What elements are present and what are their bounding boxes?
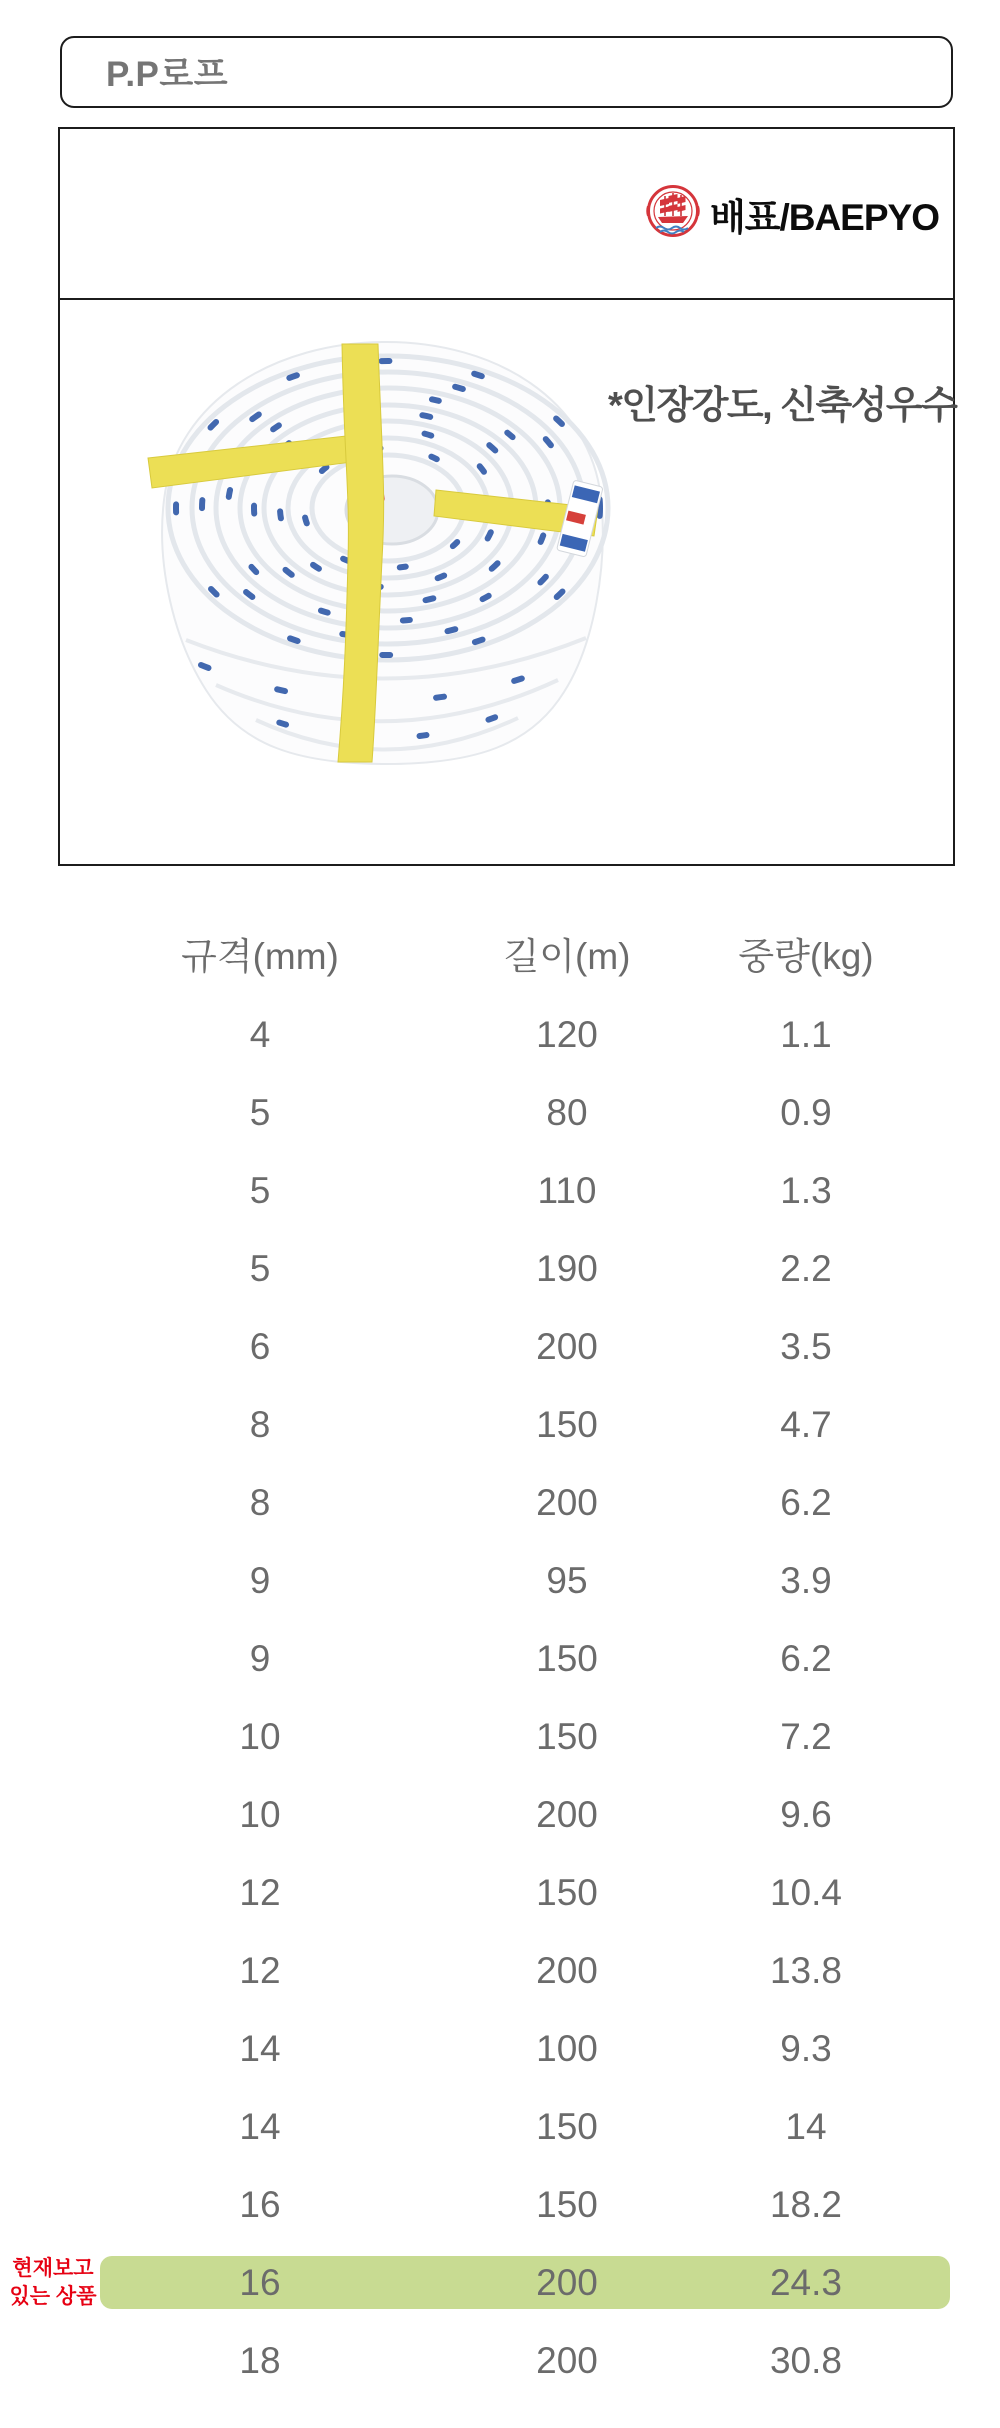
spec-cell: 190 (536, 1248, 598, 1289)
spec-cell: 0.9 (780, 1092, 832, 1133)
current-product-label-line2: 있는 상품 (9, 2285, 97, 2308)
spec-cell: 9.3 (780, 2028, 832, 2069)
spec-cell: 9 (249, 1638, 271, 1679)
spec-cell: 8 (249, 1482, 271, 1523)
spec-cell: 4 (249, 1014, 271, 1055)
brand-name: 배표/BAEPYO (709, 196, 939, 238)
current-product-label (2, 2255, 104, 2311)
spec-table-header (0, 918, 1000, 996)
spec-cell: 10 (239, 1794, 281, 1835)
column-header-weight: 중량(kg) (738, 936, 874, 977)
spec-cell: 5 (249, 1248, 271, 1289)
product-image-section (60, 300, 957, 864)
spec-row (0, 996, 1000, 1074)
spec-table (0, 918, 1000, 2408)
spec-cell: 5 (249, 1170, 271, 1211)
spec-cell: 200 (536, 1950, 598, 1991)
spec-cell: 95 (546, 1560, 588, 1601)
spec-cell: 10.4 (769, 1872, 842, 1913)
spec-row (0, 1932, 1000, 2010)
ship-logo-icon (646, 183, 700, 244)
spec-cell: 3.5 (780, 1326, 832, 1367)
product-title-box (60, 36, 953, 108)
spec-cell: 2.2 (780, 1248, 832, 1289)
spec-cell: 14 (785, 2106, 827, 2147)
spec-cell: 18.2 (769, 2184, 842, 2225)
current-product-label-line1: 현재보고 (12, 2257, 94, 2280)
column-header-length: 길이(m) (503, 936, 631, 977)
spec-row (0, 1074, 1000, 1152)
page-title: P.P로프 (106, 55, 229, 94)
spec-cell: 24.3 (769, 2262, 842, 2303)
spec-cell: 200 (536, 2262, 598, 2303)
spec-row (0, 2322, 1000, 2400)
spec-cell: 6 (249, 1326, 271, 1367)
spec-cell: 80 (546, 1092, 588, 1133)
rope-coil-image (146, 340, 616, 765)
spec-cell: 150 (536, 1872, 598, 1913)
spec-cell: 200 (536, 1482, 598, 1523)
brand-header (60, 129, 953, 300)
spec-cell: 120 (536, 1014, 598, 1055)
spec-cell: 14 (239, 2106, 281, 2147)
spec-row (0, 1230, 1000, 1308)
spec-cell: 10 (239, 1716, 281, 1757)
spec-row (0, 1308, 1000, 1386)
spec-cell: 16 (239, 2184, 281, 2225)
spec-cell: 14 (239, 2028, 281, 2069)
spec-cell: 150 (536, 2184, 598, 2225)
spec-cell: 6.2 (780, 1638, 832, 1679)
spec-cell: 1.3 (780, 1170, 832, 1211)
spec-row (0, 1698, 1000, 1776)
spec-cell: 8 (249, 1404, 271, 1445)
spec-cell: 13.8 (769, 1950, 842, 1991)
spec-row (0, 2088, 1000, 2166)
spec-cell: 100 (536, 2028, 598, 2069)
spec-cell: 30.8 (769, 2340, 842, 2381)
spec-row (0, 1776, 1000, 1854)
spec-cell: 12 (239, 1950, 281, 1991)
spec-cell: 110 (537, 1170, 597, 1211)
spec-cell: 18 (239, 2340, 281, 2381)
spec-cell: 200 (536, 1794, 598, 1835)
spec-cell: 16 (239, 2262, 281, 2303)
spec-cell: 7.2 (780, 1716, 832, 1757)
spec-row (0, 1464, 1000, 1542)
spec-cell: 1.1 (780, 1014, 832, 1055)
spec-cell: 9.6 (780, 1794, 832, 1835)
spec-row (0, 1386, 1000, 1464)
spec-cell: 200 (536, 2340, 598, 2381)
spec-row (0, 2010, 1000, 2088)
spec-cell: 150 (536, 2106, 598, 2147)
spec-cell: 5 (249, 1092, 271, 1133)
spec-cell: 4.7 (780, 1404, 832, 1445)
spec-cell: 6.2 (780, 1482, 832, 1523)
spec-row (0, 2244, 1000, 2322)
spec-cell: 9 (249, 1560, 271, 1601)
spec-row (0, 2166, 1000, 2244)
column-header-spec: 규격(mm) (181, 936, 339, 977)
product-info-box (58, 127, 955, 866)
spec-row (0, 1620, 1000, 1698)
spec-row (0, 1854, 1000, 1932)
product-claim-text: *인장강도, 신축성우수 (608, 385, 957, 427)
spec-row (0, 1542, 1000, 1620)
spec-cell: 200 (536, 1326, 598, 1367)
spec-cell: 3.9 (780, 1560, 832, 1601)
spec-cell: 150 (536, 1716, 598, 1757)
spec-cell: 150 (536, 1638, 598, 1679)
spec-row (0, 1152, 1000, 1230)
spec-cell: 12 (239, 1872, 281, 1913)
spec-cell: 150 (536, 1404, 598, 1445)
